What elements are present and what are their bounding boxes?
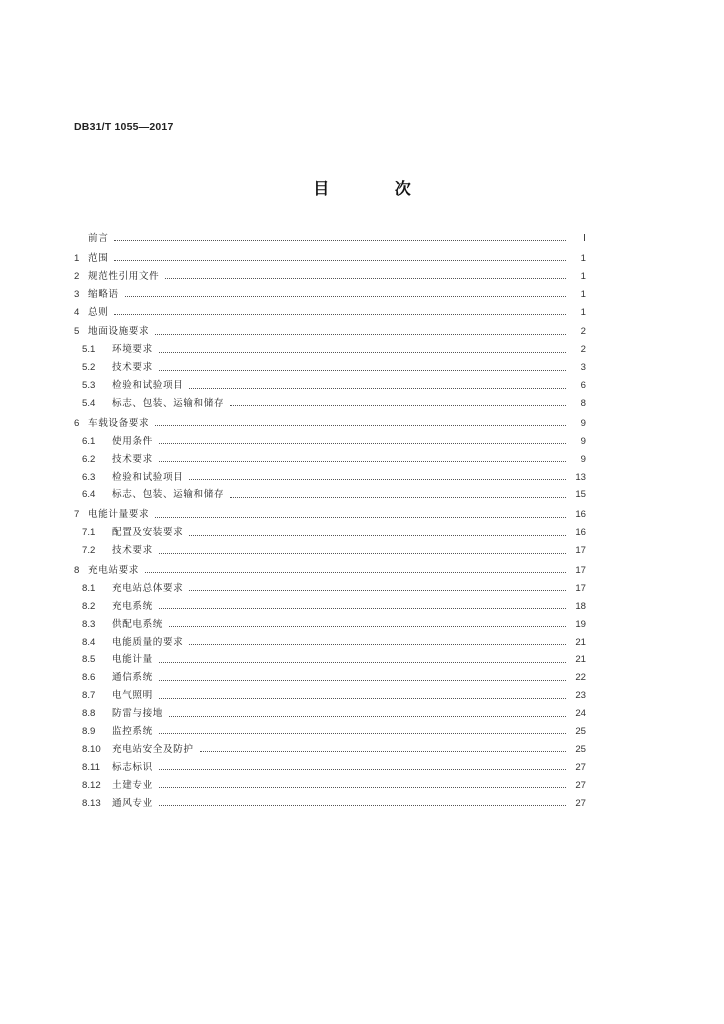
dot-leader [114, 238, 566, 241]
toc-entry-page: 25 [575, 726, 586, 738]
dot-leader [189, 642, 566, 645]
toc-entry-number: 8.6 [82, 672, 96, 684]
toc-entry[interactable] [74, 651, 586, 669]
dot-leader [114, 312, 566, 315]
dot-leader [155, 332, 566, 335]
toc-entry-label: 总则 [88, 306, 109, 318]
toc-entry-number: 8.3 [82, 618, 96, 630]
toc-entry-page: 16 [575, 509, 586, 521]
toc-entry[interactable] [74, 433, 586, 451]
document-code: DB31/T 1055—2017 [74, 121, 174, 133]
toc-entry-label: 标志、包装、运输和储存 [112, 398, 225, 410]
toc-entry-label: 缩略语 [88, 288, 119, 300]
toc-entry[interactable] [74, 451, 586, 469]
toc-entry[interactable] [74, 304, 586, 322]
toc-entry[interactable] [74, 250, 586, 268]
toc-entry-number: 6.4 [82, 489, 96, 501]
toc-entry-number: 7.1 [82, 527, 96, 539]
toc-entry[interactable] [74, 506, 586, 524]
toc-entry-number: 6.3 [82, 471, 96, 483]
toc-entry-page: 21 [575, 636, 586, 648]
toc-entry[interactable] [74, 759, 586, 777]
toc-entry-label: 充电站安全及防护 [112, 743, 194, 755]
dot-leader [159, 785, 566, 788]
toc-entry-page: 23 [575, 690, 586, 702]
dot-leader [159, 606, 566, 609]
toc-entry-page: 8 [580, 398, 586, 410]
dot-leader [169, 714, 566, 717]
dot-leader [189, 533, 566, 536]
toc-entry-page: 13 [575, 471, 586, 483]
toc-entry-number: 8.8 [82, 708, 96, 720]
toc-entry[interactable] [74, 359, 586, 377]
toc-entry-label: 防雷与接地 [112, 708, 163, 720]
toc-entry-page: 9 [580, 453, 586, 465]
dot-leader [159, 441, 566, 444]
toc-entry-page: 9 [580, 435, 586, 447]
toc-entry[interactable] [74, 323, 586, 341]
toc-entry-label: 技术要求 [112, 453, 153, 465]
toc-entry-label: 标志标识 [112, 761, 153, 773]
toc-entry-label: 使用条件 [112, 435, 153, 447]
dot-leader [159, 696, 566, 699]
toc-entry[interactable] [74, 580, 586, 598]
toc-entry-page: 17 [575, 565, 586, 577]
toc-entry-label: 范围 [88, 252, 109, 264]
toc-entry-number: 8.5 [82, 654, 96, 666]
toc-entry-label: 供配电系统 [112, 618, 163, 630]
toc-entry-number: 6.1 [82, 435, 96, 447]
toc-entry-page: 6 [580, 380, 586, 392]
toc-entry-label: 充电站总体要求 [112, 582, 184, 594]
toc-entry-label: 地面设施要求 [88, 326, 150, 338]
toc-entry-label: 技术要求 [112, 545, 153, 557]
toc-entry[interactable] [74, 415, 586, 433]
toc-entry[interactable] [74, 377, 586, 395]
toc-entry-page: 27 [575, 779, 586, 791]
toc-entry-number: 8.7 [82, 690, 96, 702]
toc-entry-number: 8.10 [82, 743, 101, 755]
dot-leader [159, 678, 566, 681]
toc-entry-page: 22 [575, 672, 586, 684]
toc-entry-label: 土建专业 [112, 779, 153, 791]
toc-entry-page: 16 [575, 527, 586, 539]
dot-leader [125, 294, 566, 297]
toc-entry[interactable] [74, 723, 586, 741]
toc-entry-number: 8.13 [82, 797, 101, 809]
dot-leader [230, 403, 566, 406]
toc-entry-number: 4 [74, 306, 80, 318]
toc-entry-number: 5.4 [82, 398, 96, 410]
toc-entry-label: 电气照明 [112, 690, 153, 702]
toc-entry-number: 7 [74, 509, 80, 521]
toc-entry-label: 电能质量的要求 [112, 636, 184, 648]
toc-entry-page: 1 [580, 288, 586, 300]
toc-entry-number: 8.11 [82, 761, 100, 773]
toc-entry-number: 5 [74, 326, 80, 338]
toc-entry-page: 1 [580, 306, 586, 318]
toc-entry[interactable] [74, 395, 586, 413]
toc-entry-number: 8.1 [82, 582, 96, 594]
toc-entry[interactable] [74, 705, 586, 723]
toc-entry-label: 车载设备要求 [88, 417, 150, 429]
dot-leader [155, 515, 566, 518]
toc-entry-page: 2 [580, 344, 586, 356]
toc-entry-page: 15 [575, 489, 586, 501]
toc-entry-label: 电能计量要求 [88, 509, 150, 521]
toc-entry[interactable] [74, 669, 586, 687]
toc-entry-number: 8.12 [82, 779, 101, 791]
toc-entry-page: 1 [580, 252, 586, 264]
dot-leader [159, 767, 566, 770]
toc-entry-page: 19 [575, 618, 586, 630]
toc-entry-label: 充电系统 [112, 600, 153, 612]
dot-leader [159, 803, 566, 806]
dot-leader [159, 459, 566, 462]
toc-entry-label: 规范性引用文件 [88, 270, 160, 282]
toc-entry-label: 技术要求 [112, 362, 153, 374]
toc-entry[interactable] [74, 486, 586, 504]
dot-leader [230, 495, 566, 498]
toc-entry-page: 25 [575, 743, 586, 755]
toc-entry-page: 21 [575, 654, 586, 666]
toc-entry[interactable] [74, 741, 586, 759]
toc-entry-label: 配置及安装要求 [112, 527, 184, 539]
toc-entry-number: 6 [74, 417, 80, 429]
dot-leader [189, 588, 566, 591]
toc-entry-number: 6.2 [82, 453, 96, 465]
toc-entry-label: 电能计量 [112, 654, 153, 666]
toc-entry-number: 5.3 [82, 380, 96, 392]
toc-entry-label: 通信系统 [112, 672, 153, 684]
toc-entry[interactable] [74, 777, 586, 795]
toc-entry-page: 17 [575, 582, 586, 594]
toc-entry[interactable] [74, 268, 586, 286]
dot-leader [159, 551, 566, 554]
toc-entry[interactable] [74, 469, 586, 487]
table-of-contents [74, 230, 586, 813]
toc-entry-number: 2 [74, 270, 80, 282]
page-title: 目 次 [313, 179, 441, 198]
toc-entry-number: 5.1 [82, 344, 96, 356]
toc-entry-label: 通风专业 [112, 797, 153, 809]
toc-entry-number: 8.4 [82, 636, 96, 648]
dot-leader [155, 423, 566, 426]
toc-entry-number: 8 [74, 565, 80, 577]
toc-entry[interactable] [74, 524, 586, 542]
dot-leader [169, 624, 566, 627]
toc-entry-page: 24 [575, 708, 586, 720]
toc-entry-number: 8.9 [82, 726, 96, 738]
toc-entry-label: 检验和试验项目 [112, 380, 184, 392]
dot-leader [189, 386, 566, 389]
toc-entry[interactable] [74, 562, 586, 580]
toc-entry-label: 监控系统 [112, 726, 153, 738]
dot-leader [159, 368, 566, 371]
dot-leader [165, 276, 566, 279]
toc-entry[interactable] [74, 598, 586, 616]
toc-entry-page: 2 [580, 326, 586, 338]
toc-entry-number: 8.2 [82, 600, 96, 612]
toc-entry[interactable] [74, 286, 586, 304]
toc-entry-page: 9 [580, 417, 586, 429]
toc-entry-label: 环境要求 [112, 344, 153, 356]
dot-leader [159, 350, 566, 353]
dot-leader [159, 731, 566, 734]
toc-entry-number: 1 [74, 252, 80, 264]
toc-entry-label: 检验和试验项目 [112, 471, 184, 483]
toc-entry[interactable] [74, 616, 586, 634]
dot-leader [189, 477, 566, 480]
dot-leader [114, 258, 566, 261]
toc-entry[interactable] [74, 795, 586, 813]
toc-entry-number: 3 [74, 288, 80, 300]
dot-leader [159, 660, 566, 663]
toc-entry[interactable] [74, 341, 586, 359]
toc-entry-number: 7.2 [82, 545, 96, 557]
toc-entry-label: 充电站要求 [88, 565, 139, 577]
toc-entry-page: 27 [575, 761, 586, 773]
toc-entry-number: 5.2 [82, 362, 96, 374]
toc-entry[interactable] [74, 687, 586, 705]
toc-entry-page: 3 [580, 362, 586, 374]
dot-leader [145, 570, 566, 573]
toc-entry-page: 27 [575, 797, 586, 809]
toc-entry[interactable] [74, 542, 586, 560]
toc-entry-page: Ⅰ [583, 233, 586, 244]
toc-entry-label: 标志、包装、运输和储存 [112, 489, 225, 501]
dot-leader [200, 749, 566, 752]
toc-entry[interactable] [74, 634, 586, 652]
toc-entry[interactable] [74, 230, 586, 248]
toc-entry-page: 17 [575, 545, 586, 557]
toc-entry-label: 前言 [88, 233, 109, 244]
toc-entry-page: 18 [575, 600, 586, 612]
toc-entry-page: 1 [580, 270, 586, 282]
